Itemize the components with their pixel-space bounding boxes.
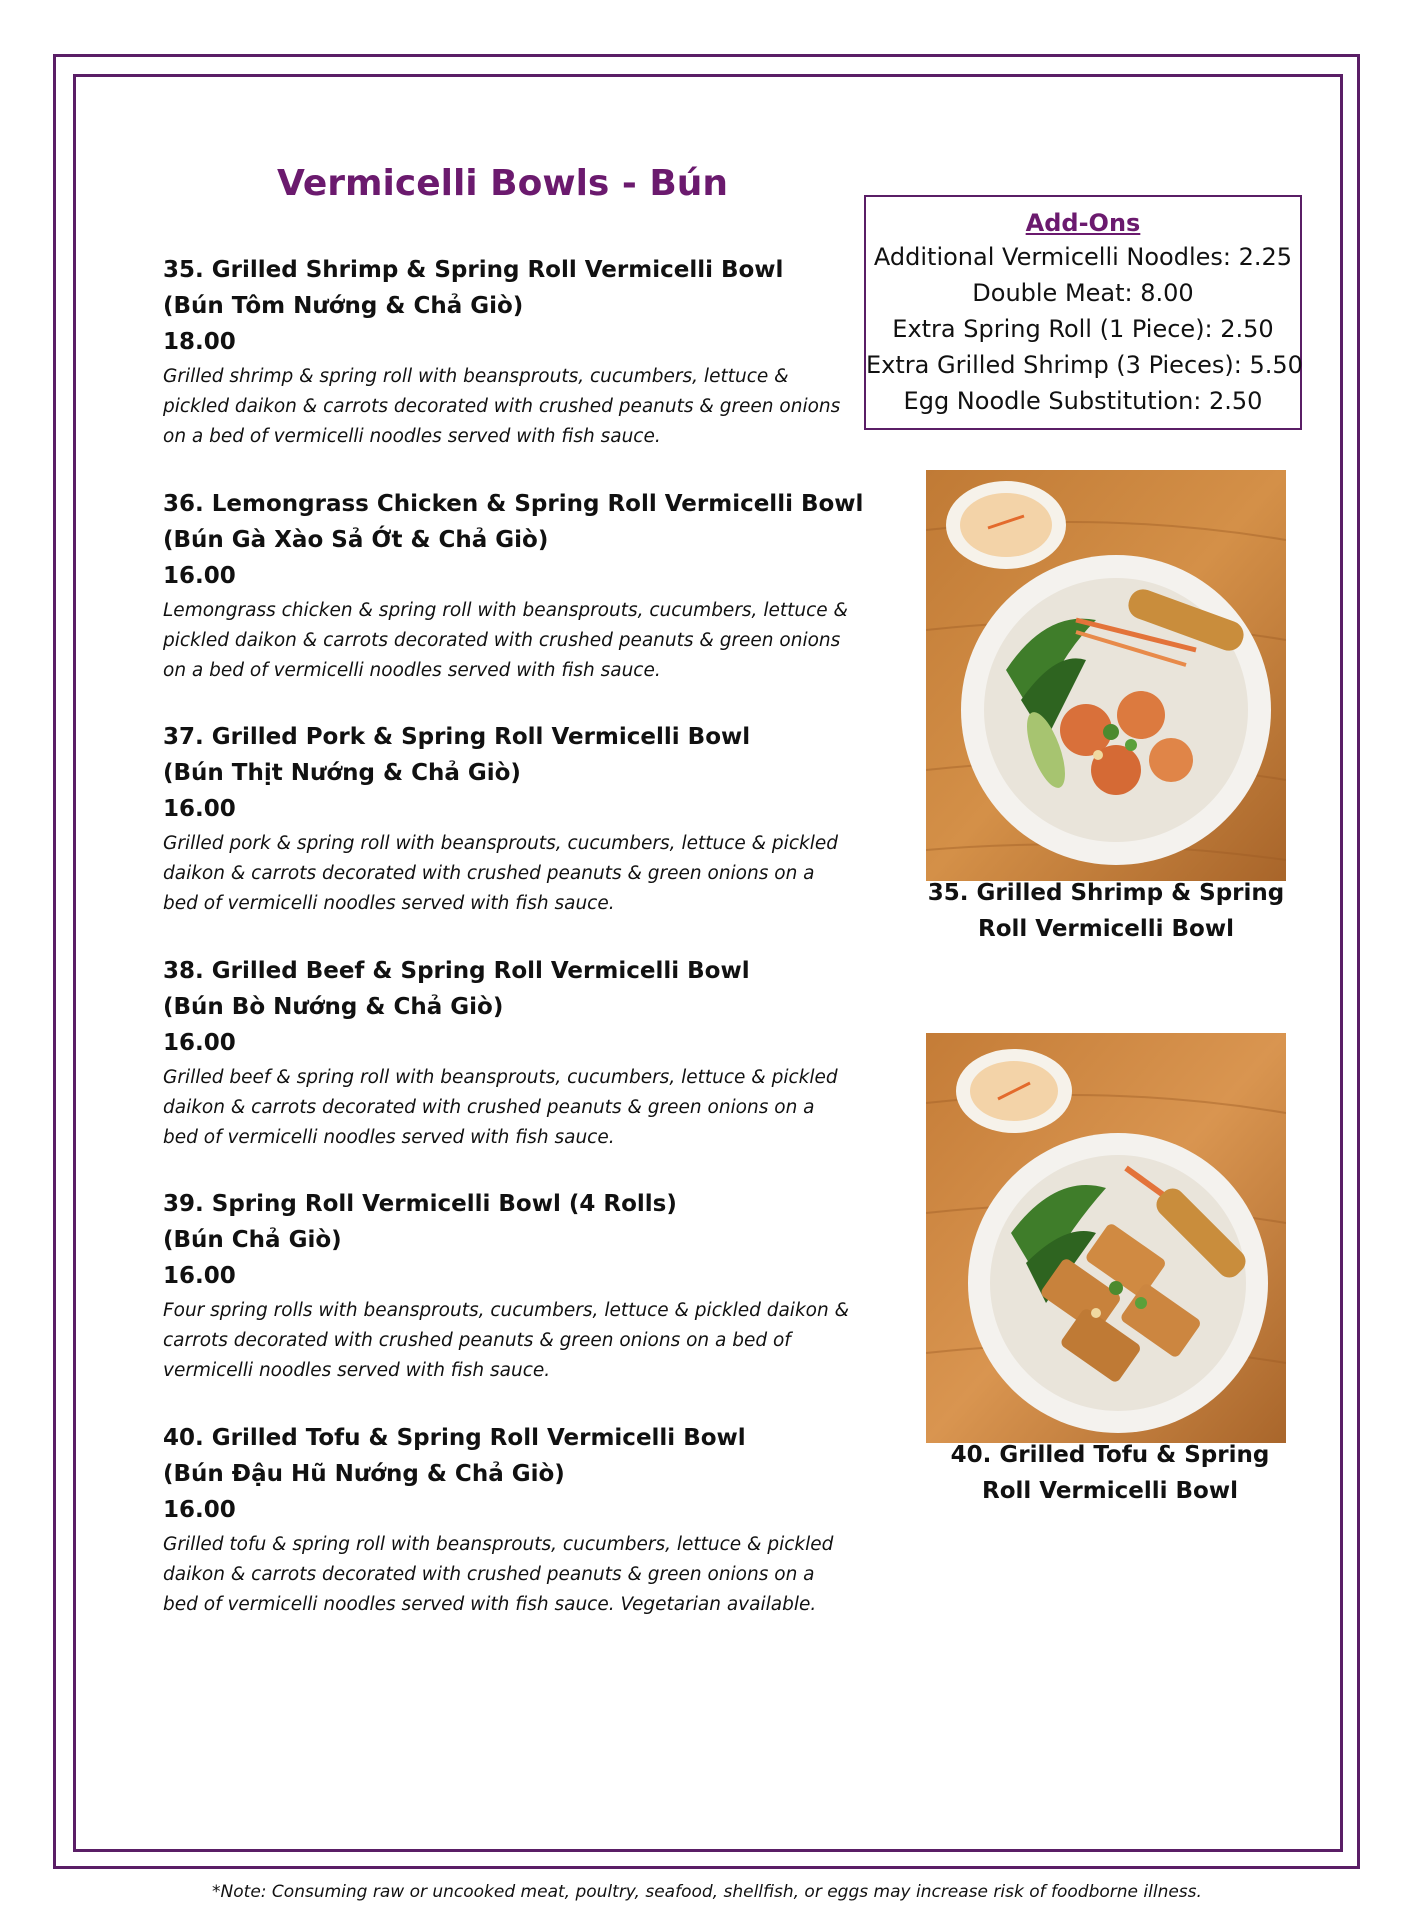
item-name: 37. Grilled Pork & Spring Roll Vermicelli Bowl bbox=[163, 724, 751, 750]
item-name: 36. Lemongrass Chicken & Spring Roll Vermicelli Bowl bbox=[163, 490, 864, 517]
item-vietnamese-name: (Bún Tôm Nướng & Chả Giò) bbox=[163, 293, 524, 319]
item-name: 38. Grilled Beef & Spring Roll Vermicelli Bowl bbox=[163, 957, 750, 984]
item-description: Grilled shrimp & spring roll with beansprouts, cucumbers, lettuce & pickled daikon & carrots decorated with crushed peanuts & green onions on a bed of vermicelli noodles served with fish sauce. bbox=[163, 366, 841, 447]
add-on-item: Extra Spring Roll (1 Piece): 2.50 bbox=[892, 315, 1274, 343]
item-description: Four spring rolls with beansprouts, cucumbers, lettuce & pickled daikon & carrots decorated with crushed peanuts & green onions on a bed of vermicelli noodles served with fish sauce. bbox=[163, 1300, 850, 1381]
item-vietnamese-name: (Bún Gà Xào Sả Ớt & Chả Giò) bbox=[163, 526, 549, 553]
item-description: Grilled beef & spring roll with beansprouts, cucumbers, lettuce & pickled daikon & carrots decorated with crushed peanuts & green onions on a bed of vermicelli noodles served with fish sauce. bbox=[163, 1066, 838, 1148]
menu-item bbox=[163, 719, 853, 953]
item-vietnamese-name: (Bún Thịt Nướng & Chả Giò) bbox=[163, 760, 521, 786]
item-vietnamese-name: (Bún Đậu Hũ Nướng & Chả Giò) bbox=[163, 1460, 565, 1487]
photo-caption: 35. Grilled Shrimp & Spring Roll Vermicelli Bowl bbox=[927, 880, 1285, 942]
add-ons-title: Add-Ons bbox=[1025, 209, 1141, 237]
item-name: 35. Grilled Shrimp & Spring Roll Vermicelli Bowl bbox=[163, 257, 784, 283]
tofu-bowl-photo bbox=[926, 1033, 1286, 1443]
shrimp-bowl-photo bbox=[926, 470, 1286, 881]
item-price: 16.00 bbox=[163, 1263, 236, 1289]
menu-item bbox=[163, 1420, 853, 1654]
item-description: Grilled tofu & spring roll with beansprouts, cucumbers, lettuce & pickled daikon & carrots decorated with crushed peanuts & green onions on a bed of vermicelli noodles served with fish sauce. Vegetarian available. bbox=[163, 1533, 834, 1615]
menu-section-title: Vermicelli Bowls - Bún bbox=[276, 163, 729, 204]
item-price: 16.00 bbox=[163, 1029, 236, 1056]
add-on-item: Extra Grilled Shrimp (3 Pieces): 5.50 bbox=[866, 351, 1303, 379]
photo-caption: 40. Grilled Tofu & Spring Roll Vermicelli Bowl bbox=[950, 1442, 1270, 1504]
item-description: Lemongrass chicken & spring roll with beansprouts, cucumbers, lettuce & pickled daikon & carrots decorated with crushed peanuts & green onions on a bed of vermicelli noodles served with fish sauce. bbox=[163, 599, 848, 681]
add-on-item: Egg Noodle Substitution: 2.50 bbox=[903, 387, 1263, 415]
item-description: Grilled pork & spring roll with beansprouts, cucumbers, lettuce & pickled daikon & carrots decorated with crushed peanuts & green onions on a bed of vermicelli noodles served with fish sauce. bbox=[163, 833, 838, 914]
item-name: 39. Spring Roll Vermicelli Bowl (4 Rolls) bbox=[163, 1191, 677, 1217]
item-price: 16.00 bbox=[163, 562, 236, 589]
item-price: 16.00 bbox=[163, 1496, 236, 1523]
item-name: 40. Grilled Tofu & Spring Roll Vermicelli Bowl bbox=[163, 1424, 746, 1451]
item-price: 18.00 bbox=[163, 329, 236, 355]
menu-item bbox=[163, 486, 864, 720]
menu-item bbox=[163, 953, 853, 1187]
add-on-item: Double Meat: 8.00 bbox=[972, 279, 1194, 307]
item-vietnamese-name: (Bún Chả Giò) bbox=[163, 1227, 342, 1253]
item-vietnamese-name: (Bún Bò Nướng & Chả Giò) bbox=[163, 993, 504, 1020]
shrimp-bowl-illustration bbox=[926, 470, 1286, 881]
footnote-disclaimer: *Note: Consuming raw or uncooked meat, poultry, seafood, shellfish, or eggs may increase risk of foodborne illness. bbox=[212, 1882, 1202, 1902]
add-on-item: Additional Vermicelli Noodles: 2.25 bbox=[873, 243, 1293, 271]
item-price: 16.00 bbox=[163, 796, 236, 822]
menu-item-list bbox=[163, 252, 864, 1653]
tofu-bowl-illustration bbox=[926, 1033, 1286, 1443]
menu-item bbox=[163, 252, 853, 486]
menu-item bbox=[163, 1186, 853, 1420]
add-ons-box bbox=[864, 195, 1302, 430]
